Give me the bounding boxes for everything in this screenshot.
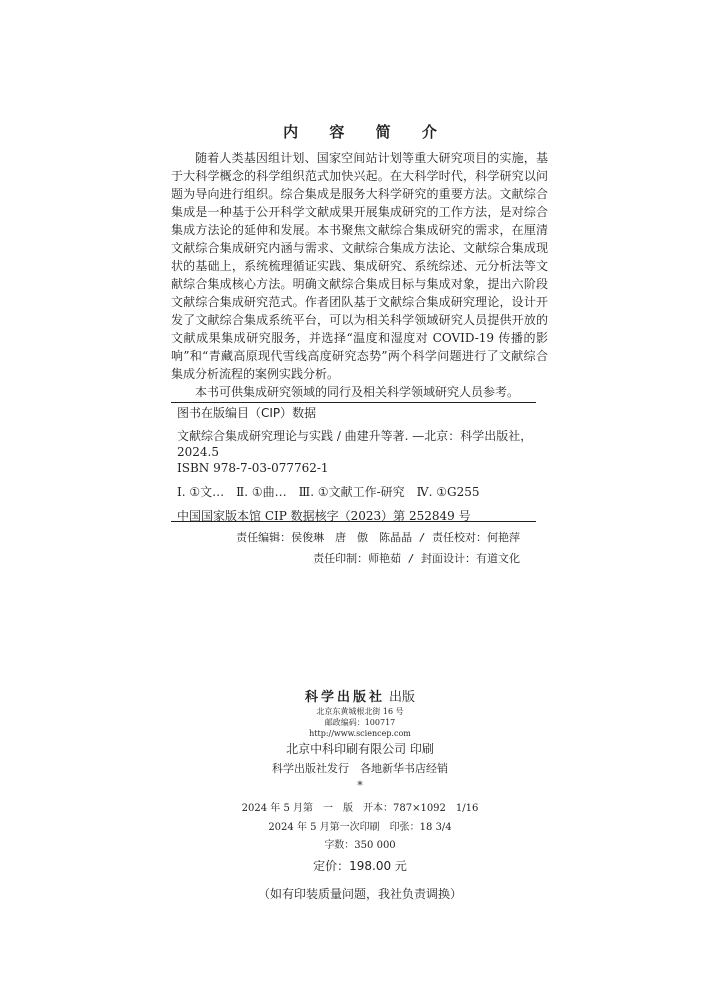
- publisher-address: 北京东黄城根北街 16 号: [316, 707, 404, 716]
- word-count: 字数：350 000: [324, 840, 396, 851]
- cip-block: [177, 428, 549, 524]
- publisher-website: http://www.sciencep.com: [309, 729, 411, 738]
- cip-line: ISBN 978-7-03-077762-1: [177, 461, 329, 475]
- credits-block: [200, 527, 520, 569]
- edition-line: 2024 年 5 月第 一 版 开本：787×1092 1/16: [241, 803, 479, 814]
- summary-paragraph: 随着人类基因组计划、国家空间站计划等重大研究项目的实施，基于大科学概念的科学组织范式加快兴起。在大科学时代，科学研究以问题为导向进行组织。综合集成是服务大科学研究的重要方法。文献综合集成是一种基于公开科学文献成果开展集成研究的工作方法，是对综合集成方法论的延伸和发展。本书聚焦文献综合集成研究的需求，在厘清文献综合集成研究内涵与需求、文献综合集成方法论、文献综合集成现状的基础上，系统梳理循证实践、集成研究、系统综述、元分析法等文献综合集成核心方法。明确文献综合集成目标与集成对象，提出六阶段文献综合集成研究范式。作者团队基于文献综合集成研究理论，设计开发了文献综合集成系统平台，可以为相关科学领域研究人员提供开放的文献成果集成研究服务，并选择“温度和湿度对 COVID-19 传播的影响”和“青藏高原现代雪线高度研究态势”两个科学问题进行了文献综合集成分析流程的案例实践分析。: [171, 151, 548, 381]
- cip-line: 2024.5: [177, 445, 219, 459]
- distribution-line: 科学出版社发行 各地新华书店经销: [272, 762, 448, 775]
- publisher-line: [0, 689, 720, 706]
- cip-bottom-rule: [171, 521, 536, 522]
- publisher-suffix: 出版: [389, 690, 416, 705]
- summary-section: [171, 149, 548, 401]
- cip-line: 文献综合集成研究理论与实践 / 曲建升等著. —北京：科学出版社，: [177, 429, 533, 443]
- quality-note: （如有印装质量问题，我社负责调换）: [257, 887, 462, 901]
- separator-star: *: [357, 779, 363, 792]
- printer-line: 北京中科印刷有限公司 印刷: [286, 742, 434, 756]
- summary-title: 内 容 简 介: [283, 123, 450, 141]
- printing-line: 2024 年 5 月第一次印刷 印张：18 3/4: [268, 822, 452, 833]
- publisher-postcode: 邮政编码：100717: [324, 718, 396, 727]
- summary-paragraph: 本书可供集成研究领域的同行及相关科学领域研究人员参考。: [195, 385, 520, 399]
- editor-credits: 责任编辑：侯俊琳 唐 傲 陈晶晶 / 责任校对：何艳萍: [236, 531, 520, 544]
- cip-heading: 图书在版编目（CIP）数据: [177, 406, 317, 420]
- production-credits: 责任印制：师艳茹 / 封面设计：有道文化: [313, 552, 520, 565]
- cip-top-rule: [171, 402, 536, 403]
- publisher-name: 科学出版社: [304, 690, 385, 705]
- cip-classification: Ⅰ. ①文… Ⅱ. ①曲… Ⅲ. ①文献工作-研究 Ⅳ. ①G255: [177, 485, 480, 499]
- cip-verification: 中国国家版本馆 CIP 数据核字（2023）第 252849 号: [177, 509, 471, 523]
- price: 定价：198.00 元: [313, 859, 407, 873]
- publication-info: [0, 689, 720, 904]
